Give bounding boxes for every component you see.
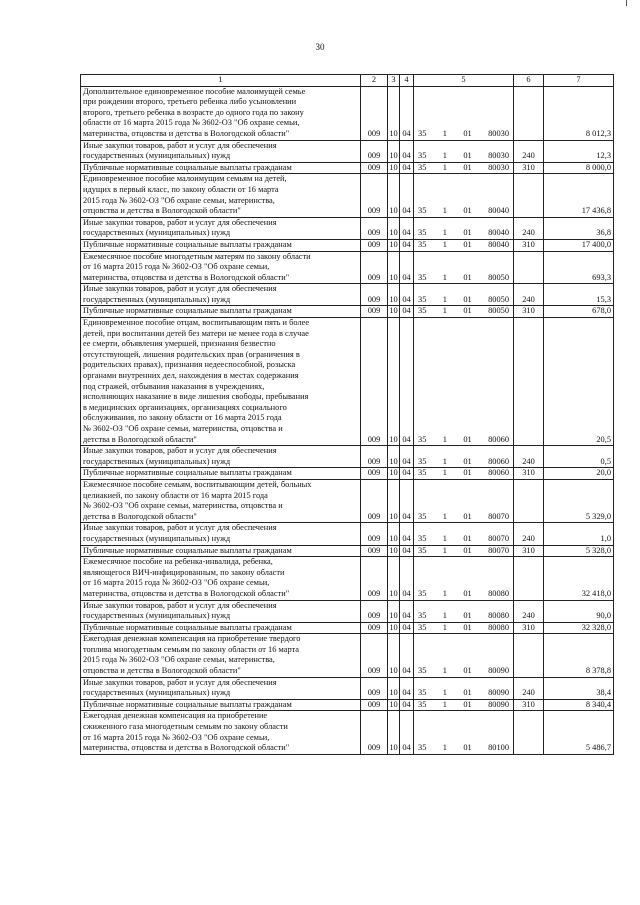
code-part: 1 [442, 206, 447, 216]
code-part: 01 [463, 468, 472, 478]
code-part: 80030 [488, 128, 509, 138]
row-name: Единовременное пособие малоимущим семьям на детей, идущих в первый класс, по закону области от 16 марта 2015 года № 3602-ОЗ "Об охране семьи, материнства, отцовства и детства в Вологодской области" [81, 174, 361, 217]
cell-expense-type: 310 [514, 699, 544, 711]
cell-target-code [414, 239, 514, 251]
page-number: 30 [315, 42, 325, 52]
code-part: 35 [418, 294, 427, 304]
cell-podrazdel: 04 [400, 600, 414, 622]
cell-target-code [414, 318, 514, 446]
cell-target-code [414, 86, 514, 140]
code-part: 80100 [488, 743, 509, 753]
cell-sum: 38,4 [544, 677, 614, 699]
code-part: 1 [442, 151, 447, 161]
cell-razdel: 10 [388, 318, 400, 446]
cell-expense-type: 310 [514, 545, 544, 557]
cell-sum: 8 340,4 [544, 699, 614, 711]
code-part: 01 [463, 611, 472, 621]
cell-sum: 36,8 [544, 217, 614, 239]
cell-razdel: 10 [388, 523, 400, 545]
code-part: 1 [442, 128, 447, 138]
cell-sum: 0,5 [544, 446, 614, 468]
cell-expense-type: 310 [514, 306, 544, 318]
table-row [81, 318, 614, 446]
table-row [81, 479, 614, 522]
cell-target-code [414, 545, 514, 557]
cell-ved: 009 [361, 86, 388, 140]
table-row [81, 699, 614, 711]
code-part: 1 [442, 239, 447, 249]
cell-podrazdel: 04 [400, 251, 414, 284]
code-part: 35 [418, 239, 427, 249]
cell-razdel: 10 [388, 174, 400, 217]
cell-razdel: 10 [388, 479, 400, 522]
row-name: Иные закупки товаров, работ и услуг для обеспечения государственных (муниципальных) нужд [81, 600, 361, 622]
code-part: 80040 [488, 228, 509, 238]
row-name: Ежемесячное пособие многодетным матерям по закону области от 16 марта 2015 года № 3602-ОЗ "Об охране семьи, материнства, отцовства и детства в Вологодской области" [81, 251, 361, 284]
row-name: Ежегодная денежная компенсация на приобретение сжиженного газа многодетным семьям по закону области от 16 марта 2015 года № 3602-ОЗ "Об охране семьи, материнства, отцовства и детства в Вологодской области" [81, 711, 361, 754]
code-part: 1 [442, 511, 447, 521]
cell-podrazdel: 04 [400, 479, 414, 522]
code-part: 1 [442, 545, 447, 555]
cell-sum: 1,0 [544, 523, 614, 545]
cell-ved: 009 [361, 677, 388, 699]
code-part: 01 [463, 588, 472, 598]
cell-target-code [414, 622, 514, 634]
cell-target-code [414, 557, 514, 600]
cell-target-code [414, 699, 514, 711]
row-name: Дополнительное единовременное пособие малоимущей семье при рождении второго, третьего ребенка либо усыновлении второго, третьего ребенка в возрасте до одного года по закону области от 16 марта 2015 года № 3602-ОЗ "Об охране семьи, материнства, отцовства и детства в Вологодской области" [81, 86, 361, 140]
cell-expense-type: 240 [514, 677, 544, 699]
table-row [81, 174, 614, 217]
cell-podrazdel: 04 [400, 446, 414, 468]
cell-ved: 009 [361, 557, 388, 600]
cell-razdel: 10 [388, 622, 400, 634]
code-part: 1 [442, 456, 447, 466]
cell-expense-type: 310 [514, 468, 544, 480]
table-row [81, 545, 614, 557]
cell-razdel: 10 [388, 217, 400, 239]
cell-sum: 17 400,0 [544, 239, 614, 251]
cell-target-code [414, 600, 514, 622]
cell-target-code [414, 677, 514, 699]
code-part: 35 [418, 162, 427, 172]
cell-ved: 009 [361, 284, 388, 306]
table-row [81, 622, 614, 634]
cell-podrazdel: 04 [400, 523, 414, 545]
cell-razdel: 10 [388, 446, 400, 468]
cell-expense-type: 240 [514, 523, 544, 545]
cell-target-code [414, 217, 514, 239]
cell-sum: 20,5 [544, 318, 614, 446]
code-part: 1 [442, 688, 447, 698]
cell-target-code [414, 711, 514, 754]
row-name: Иные закупки товаров, работ и услуг для обеспечения государственных (муниципальных) нужд [81, 677, 361, 699]
cell-target-code [414, 174, 514, 217]
cell-razdel: 10 [388, 239, 400, 251]
table-row [81, 239, 614, 251]
code-part: 01 [463, 545, 472, 555]
cell-razdel: 10 [388, 600, 400, 622]
cell-expense-type: 240 [514, 217, 544, 239]
cell-expense-type: 310 [514, 622, 544, 634]
cell-razdel: 10 [388, 545, 400, 557]
cell-sum: 8 000,0 [544, 162, 614, 174]
code-part: 35 [418, 611, 427, 621]
code-part: 1 [442, 306, 447, 316]
code-part: 35 [418, 206, 427, 216]
row-name: Ежемесячное пособие семьям, воспитывающим детей, больных целиакией, по закону области от 16 марта 2015 года № 3602-ОЗ "Об охране семьи, материнства, отцовства и детства в Вологодской области" [81, 479, 361, 522]
cell-target-code [414, 523, 514, 545]
code-part: 35 [418, 545, 427, 555]
table-row [81, 86, 614, 140]
cell-razdel: 10 [388, 468, 400, 480]
cell-expense-type: 240 [514, 446, 544, 468]
cell-razdel: 10 [388, 677, 400, 699]
code-part: 80060 [488, 456, 509, 466]
cell-ved: 009 [361, 600, 388, 622]
code-part: 35 [418, 456, 427, 466]
table-header-row [81, 75, 614, 87]
table-row [81, 284, 614, 306]
cell-podrazdel: 04 [400, 711, 414, 754]
code-part: 35 [418, 306, 427, 316]
cell-ved: 009 [361, 622, 388, 634]
code-part: 80090 [488, 666, 509, 676]
code-part: 80080 [488, 611, 509, 621]
code-part: 80050 [488, 272, 509, 282]
code-part: 35 [418, 128, 427, 138]
cell-ved: 009 [361, 523, 388, 545]
cell-podrazdel: 04 [400, 557, 414, 600]
cell-podrazdel: 04 [400, 699, 414, 711]
row-name: Публичные нормативные социальные выплаты гражданам [81, 545, 361, 557]
header-cell: 4 [400, 75, 414, 87]
cell-podrazdel: 04 [400, 239, 414, 251]
row-name: Ежемесячное пособие на ребенка-инвалида, ребенка, являющегося ВИЧ-инфицированным, по закону области от 16 марта 2015 года № 3602-ОЗ "Об охране семьи, материнства, отцовства и детства в Вологодской области" [81, 557, 361, 600]
code-part: 01 [463, 743, 472, 753]
table-row [81, 140, 614, 162]
code-part: 01 [463, 688, 472, 698]
cell-ved: 009 [361, 545, 388, 557]
code-part: 1 [442, 434, 447, 444]
table-row [81, 634, 614, 677]
cell-razdel: 10 [388, 251, 400, 284]
code-part: 01 [463, 666, 472, 676]
table-row [81, 677, 614, 699]
cell-ved: 009 [361, 174, 388, 217]
cell-target-code [414, 306, 514, 318]
cell-podrazdel: 04 [400, 468, 414, 480]
row-name: Публичные нормативные социальные выплаты гражданам [81, 622, 361, 634]
cell-razdel: 10 [388, 306, 400, 318]
code-part: 80060 [488, 434, 509, 444]
cell-expense-type: 240 [514, 600, 544, 622]
code-part: 80070 [488, 511, 509, 521]
code-part: 35 [418, 666, 427, 676]
code-part: 35 [418, 622, 427, 632]
code-part: 35 [418, 511, 427, 521]
code-part: 35 [418, 151, 427, 161]
cell-sum: 12,3 [544, 140, 614, 162]
cell-ved: 009 [361, 446, 388, 468]
header-cell: 7 [544, 75, 614, 87]
cell-sum: 5 328,0 [544, 545, 614, 557]
code-part: 1 [442, 272, 447, 282]
cell-razdel: 10 [388, 711, 400, 754]
cell-target-code [414, 140, 514, 162]
cell-podrazdel: 04 [400, 174, 414, 217]
cell-razdel: 10 [388, 162, 400, 174]
cell-sum: 8 378,8 [544, 634, 614, 677]
code-part: 80070 [488, 533, 509, 543]
code-part: 01 [463, 272, 472, 282]
code-part: 1 [442, 228, 447, 238]
code-part: 01 [463, 434, 472, 444]
cell-expense-type: 240 [514, 284, 544, 306]
cell-expense-type [514, 634, 544, 677]
cell-ved: 009 [361, 711, 388, 754]
table-row [81, 306, 614, 318]
cell-ved: 009 [361, 468, 388, 480]
cell-expense-type [514, 711, 544, 754]
cell-sum: 90,0 [544, 600, 614, 622]
cell-sum: 5 486,7 [544, 711, 614, 754]
code-part: 01 [463, 456, 472, 466]
code-part: 35 [418, 688, 427, 698]
table-row [81, 711, 614, 754]
table-row [81, 217, 614, 239]
cell-target-code [414, 284, 514, 306]
cell-target-code [414, 251, 514, 284]
cell-expense-type [514, 251, 544, 284]
cell-ved: 009 [361, 634, 388, 677]
code-part: 01 [463, 511, 472, 521]
row-name: Публичные нормативные социальные выплаты гражданам [81, 306, 361, 318]
cell-razdel: 10 [388, 284, 400, 306]
cell-target-code [414, 634, 514, 677]
cell-expense-type [514, 557, 544, 600]
cell-sum: 5 329,0 [544, 479, 614, 522]
cell-sum: 15,3 [544, 284, 614, 306]
code-part: 80040 [488, 206, 509, 216]
cell-sum: 17 436,8 [544, 174, 614, 217]
cell-ved: 009 [361, 251, 388, 284]
row-name: Иные закупки товаров, работ и услуг для обеспечения государственных (муниципальных) нужд [81, 140, 361, 162]
cell-podrazdel: 04 [400, 634, 414, 677]
row-name: Ежегодная денежная компенсация на приобретение твердого топлива многодетным семьям по закону области от 16 марта 2015 года № 3602-ОЗ "Об охране семьи, материнства, отцовства и детства в Вологодской области" [81, 634, 361, 677]
code-part: 01 [463, 533, 472, 543]
cell-sum: 678,0 [544, 306, 614, 318]
code-part: 35 [418, 699, 427, 709]
cell-expense-type: 310 [514, 239, 544, 251]
cell-sum: 8 012,3 [544, 86, 614, 140]
code-part: 1 [442, 162, 447, 172]
header-cell: 3 [388, 75, 400, 87]
cell-target-code [414, 162, 514, 174]
cell-sum: 32 328,0 [544, 622, 614, 634]
code-part: 01 [463, 206, 472, 216]
code-part: 1 [442, 666, 447, 676]
cell-sum: 32 418,0 [544, 557, 614, 600]
code-part: 35 [418, 533, 427, 543]
scan-corner-mark [626, 0, 627, 6]
row-name: Публичные нормативные социальные выплаты гражданам [81, 699, 361, 711]
cell-razdel: 10 [388, 557, 400, 600]
cell-sum: 20,0 [544, 468, 614, 480]
header-cell: 6 [514, 75, 544, 87]
row-name: Иные закупки товаров, работ и услуг для обеспечения государственных (муниципальных) нужд [81, 446, 361, 468]
cell-target-code [414, 479, 514, 522]
code-part: 1 [442, 533, 447, 543]
row-name: Публичные нормативные социальные выплаты гражданам [81, 468, 361, 480]
code-part: 1 [442, 699, 447, 709]
cell-expense-type [514, 174, 544, 217]
code-part: 1 [442, 294, 447, 304]
code-part: 01 [463, 622, 472, 632]
budget-table [80, 74, 614, 755]
code-part: 35 [418, 743, 427, 753]
cell-razdel: 10 [388, 140, 400, 162]
table-row [81, 251, 614, 284]
cell-ved: 009 [361, 699, 388, 711]
code-part: 35 [418, 468, 427, 478]
cell-podrazdel: 04 [400, 217, 414, 239]
code-part: 80030 [488, 151, 509, 161]
code-part: 80060 [488, 468, 509, 478]
code-part: 35 [418, 228, 427, 238]
cell-ved: 009 [361, 217, 388, 239]
cell-ved: 009 [361, 306, 388, 318]
cell-podrazdel: 04 [400, 677, 414, 699]
code-part: 01 [463, 228, 472, 238]
cell-target-code [414, 446, 514, 468]
cell-sum: 693,3 [544, 251, 614, 284]
table-row [81, 557, 614, 600]
code-part: 01 [463, 162, 472, 172]
cell-podrazdel: 04 [400, 545, 414, 557]
cell-podrazdel: 04 [400, 162, 414, 174]
code-part: 80050 [488, 306, 509, 316]
code-part: 80090 [488, 688, 509, 698]
table-row [81, 468, 614, 480]
cell-expense-type [514, 479, 544, 522]
code-part: 1 [442, 468, 447, 478]
code-part: 80080 [488, 622, 509, 632]
row-name: Иные закупки товаров, работ и услуг для обеспечения государственных (муниципальных) нужд [81, 523, 361, 545]
code-part: 35 [418, 588, 427, 598]
cell-podrazdel: 04 [400, 86, 414, 140]
row-name: Иные закупки товаров, работ и услуг для обеспечения государственных (муниципальных) нужд [81, 217, 361, 239]
cell-podrazdel: 04 [400, 306, 414, 318]
code-part: 35 [418, 434, 427, 444]
code-part: 80070 [488, 545, 509, 555]
code-part: 01 [463, 294, 472, 304]
cell-ved: 009 [361, 318, 388, 446]
code-part: 80050 [488, 294, 509, 304]
table-row [81, 523, 614, 545]
header-cell: 1 [81, 75, 361, 87]
code-part: 01 [463, 699, 472, 709]
code-part: 80040 [488, 239, 509, 249]
code-part: 80090 [488, 699, 509, 709]
header-cell: 5 [414, 75, 514, 87]
code-part: 01 [463, 128, 472, 138]
cell-ved: 009 [361, 140, 388, 162]
cell-expense-type [514, 318, 544, 446]
cell-podrazdel: 04 [400, 140, 414, 162]
cell-podrazdel: 04 [400, 622, 414, 634]
code-part: 1 [442, 588, 447, 598]
code-part: 1 [442, 611, 447, 621]
table-row [81, 162, 614, 174]
code-part: 01 [463, 239, 472, 249]
code-part: 80030 [488, 162, 509, 172]
code-part: 1 [442, 743, 447, 753]
cell-expense-type: 310 [514, 162, 544, 174]
cell-target-code [414, 468, 514, 480]
code-part: 01 [463, 151, 472, 161]
row-name: Единовременное пособие отцам, воспитывающим пять и более детей, при воспитании детей без матери не менее года в случае ее смерти, объявления умершей, признания безвестно отсутствующей, лишения родительских прав (ограничения в родительских правах), признания недееспособной, розыска органами внутренних дел, нахождения в местах содержания под стражей, отбывания наказания в учреждениях, исполняющих наказание в виде лишения свободы, пребывания в медицинских организациях, организациях социального обслуживания, по закону области от 16 марта 2015 года № 3602-ОЗ "Об охране семьи, материнства, отцовства и детства в Вологодской области" [81, 318, 361, 446]
cell-ved: 009 [361, 239, 388, 251]
row-name: Публичные нормативные социальные выплаты гражданам [81, 162, 361, 174]
cell-razdel: 10 [388, 699, 400, 711]
table-row [81, 446, 614, 468]
cell-expense-type [514, 86, 544, 140]
code-part: 80080 [488, 588, 509, 598]
code-part: 1 [442, 622, 447, 632]
cell-ved: 009 [361, 162, 388, 174]
header-cell: 2 [361, 75, 388, 87]
row-name: Иные закупки товаров, работ и услуг для обеспечения государственных (муниципальных) нужд [81, 284, 361, 306]
code-part: 35 [418, 272, 427, 282]
table-row [81, 600, 614, 622]
code-part: 01 [463, 306, 472, 316]
row-name: Публичные нормативные социальные выплаты гражданам [81, 239, 361, 251]
cell-razdel: 10 [388, 86, 400, 140]
cell-podrazdel: 04 [400, 284, 414, 306]
cell-expense-type: 240 [514, 140, 544, 162]
cell-podrazdel: 04 [400, 318, 414, 446]
cell-ved: 009 [361, 479, 388, 522]
cell-razdel: 10 [388, 634, 400, 677]
